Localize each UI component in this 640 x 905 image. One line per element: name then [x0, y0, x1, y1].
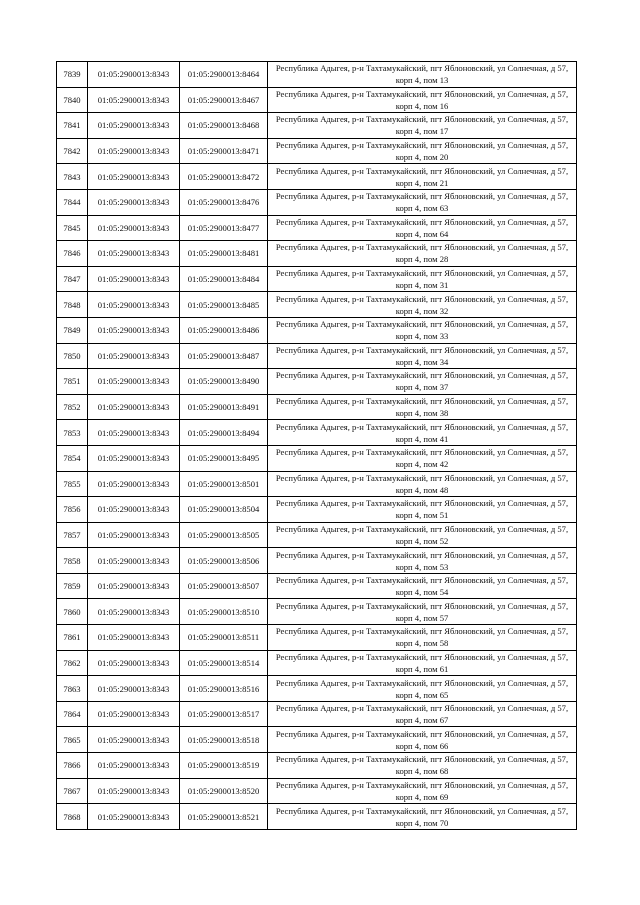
table-row — [57, 394, 577, 420]
table-row — [57, 317, 577, 343]
unit-cadastral-number: 01:05:2900013:8490 — [180, 369, 268, 395]
address-cell: Республика Адыгея, р-н Тахтамукайский, пгт Яблоновский, ул Солнечная, д 57, корп 4, пом 68 — [268, 753, 577, 779]
parcel-cadastral-number: 01:05:2900013:8343 — [88, 138, 180, 164]
parcel-cadastral-number: 01:05:2900013:8343 — [88, 650, 180, 676]
address-cell: Республика Адыгея, р-н Тахтамукайский, пгт Яблоновский, ул Солнечная, д 57, корп 4, пом 61 — [268, 650, 577, 676]
table-row — [57, 804, 577, 830]
row-number: 7846 — [57, 241, 88, 267]
address-cell: Республика Адыгея, р-н Тахтамукайский, пгт Яблоновский, ул Солнечная, д 57, корп 4, пом 17 — [268, 113, 577, 139]
address-cell: Республика Адыгея, р-н Тахтамукайский, пгт Яблоновский, ул Солнечная, д 57, корп 4, пом 70 — [268, 804, 577, 830]
row-number: 7862 — [57, 650, 88, 676]
table-body — [57, 62, 577, 830]
row-number: 7845 — [57, 215, 88, 241]
unit-cadastral-number: 01:05:2900013:8484 — [180, 266, 268, 292]
table-row — [57, 266, 577, 292]
parcel-cadastral-number: 01:05:2900013:8343 — [88, 497, 180, 523]
table-row — [57, 113, 577, 139]
parcel-cadastral-number: 01:05:2900013:8343 — [88, 753, 180, 779]
unit-cadastral-number: 01:05:2900013:8495 — [180, 445, 268, 471]
row-number: 7848 — [57, 292, 88, 318]
parcel-cadastral-number: 01:05:2900013:8343 — [88, 420, 180, 446]
parcel-cadastral-number: 01:05:2900013:8343 — [88, 343, 180, 369]
parcel-cadastral-number: 01:05:2900013:8343 — [88, 778, 180, 804]
unit-cadastral-number: 01:05:2900013:8507 — [180, 573, 268, 599]
unit-cadastral-number: 01:05:2900013:8471 — [180, 138, 268, 164]
parcel-cadastral-number: 01:05:2900013:8343 — [88, 164, 180, 190]
address-cell: Республика Адыгея, р-н Тахтамукайский, пгт Яблоновский, ул Солнечная, д 57, корп 4, пом 37 — [268, 369, 577, 395]
parcel-cadastral-number: 01:05:2900013:8343 — [88, 625, 180, 651]
table-row — [57, 62, 577, 88]
table-row — [57, 522, 577, 548]
unit-cadastral-number: 01:05:2900013:8504 — [180, 497, 268, 523]
row-number: 7860 — [57, 599, 88, 625]
row-number: 7842 — [57, 138, 88, 164]
unit-cadastral-number: 01:05:2900013:8501 — [180, 471, 268, 497]
unit-cadastral-number: 01:05:2900013:8487 — [180, 343, 268, 369]
parcel-cadastral-number: 01:05:2900013:8343 — [88, 522, 180, 548]
row-number: 7854 — [57, 445, 88, 471]
table-row — [57, 650, 577, 676]
row-number: 7841 — [57, 113, 88, 139]
address-cell: Республика Адыгея, р-н Тахтамукайский, пгт Яблоновский, ул Солнечная, д 57, корп 4, пом 33 — [268, 317, 577, 343]
table-row — [57, 778, 577, 804]
unit-cadastral-number: 01:05:2900013:8506 — [180, 548, 268, 574]
row-number: 7839 — [57, 62, 88, 88]
row-number: 7847 — [57, 266, 88, 292]
row-number: 7853 — [57, 420, 88, 446]
unit-cadastral-number: 01:05:2900013:8521 — [180, 804, 268, 830]
address-cell: Республика Адыгея, р-н Тахтамукайский, пгт Яблоновский, ул Солнечная, д 57, корп 4, пом 54 — [268, 573, 577, 599]
unit-cadastral-number: 01:05:2900013:8468 — [180, 113, 268, 139]
address-cell: Республика Адыгея, р-н Тахтамукайский, пгт Яблоновский, ул Солнечная, д 57, корп 4, пом 20 — [268, 138, 577, 164]
unit-cadastral-number: 01:05:2900013:8464 — [180, 62, 268, 88]
parcel-cadastral-number: 01:05:2900013:8343 — [88, 317, 180, 343]
address-cell: Республика Адыгея, р-н Тахтамукайский, пгт Яблоновский, ул Солнечная, д 57, корп 4, пом 48 — [268, 471, 577, 497]
row-number: 7866 — [57, 753, 88, 779]
row-number: 7861 — [57, 625, 88, 651]
unit-cadastral-number: 01:05:2900013:8485 — [180, 292, 268, 318]
table-row — [57, 215, 577, 241]
unit-cadastral-number: 01:05:2900013:8481 — [180, 241, 268, 267]
unit-cadastral-number: 01:05:2900013:8519 — [180, 753, 268, 779]
parcel-cadastral-number: 01:05:2900013:8343 — [88, 189, 180, 215]
address-cell: Республика Адыгея, р-н Тахтамукайский, пгт Яблоновский, ул Солнечная, д 57, корп 4, пом 31 — [268, 266, 577, 292]
parcel-cadastral-number: 01:05:2900013:8343 — [88, 394, 180, 420]
parcel-cadastral-number: 01:05:2900013:8343 — [88, 599, 180, 625]
property-table — [56, 61, 577, 830]
table-row — [57, 599, 577, 625]
parcel-cadastral-number: 01:05:2900013:8343 — [88, 445, 180, 471]
address-cell: Республика Адыгея, р-н Тахтамукайский, пгт Яблоновский, ул Солнечная, д 57, корп 4, пом 53 — [268, 548, 577, 574]
address-cell: Республика Адыгея, р-н Тахтамукайский, пгт Яблоновский, ул Солнечная, д 57, корп 4, пом 58 — [268, 625, 577, 651]
unit-cadastral-number: 01:05:2900013:8516 — [180, 676, 268, 702]
table-row — [57, 753, 577, 779]
unit-cadastral-number: 01:05:2900013:8491 — [180, 394, 268, 420]
row-number: 7840 — [57, 87, 88, 113]
table-row — [57, 625, 577, 651]
address-cell: Республика Адыгея, р-н Тахтамукайский, пгт Яблоновский, ул Солнечная, д 57, корп 4, пом 41 — [268, 420, 577, 446]
address-cell: Республика Адыгея, р-н Тахтамукайский, пгт Яблоновский, ул Солнечная, д 57, корп 4, пом 13 — [268, 62, 577, 88]
parcel-cadastral-number: 01:05:2900013:8343 — [88, 471, 180, 497]
parcel-cadastral-number: 01:05:2900013:8343 — [88, 369, 180, 395]
unit-cadastral-number: 01:05:2900013:8520 — [180, 778, 268, 804]
row-number: 7864 — [57, 701, 88, 727]
table-row — [57, 676, 577, 702]
table-row — [57, 292, 577, 318]
unit-cadastral-number: 01:05:2900013:8510 — [180, 599, 268, 625]
table-row — [57, 241, 577, 267]
row-number: 7858 — [57, 548, 88, 574]
unit-cadastral-number: 01:05:2900013:8511 — [180, 625, 268, 651]
table-row — [57, 548, 577, 574]
parcel-cadastral-number: 01:05:2900013:8343 — [88, 727, 180, 753]
address-cell: Республика Адыгея, р-н Тахтамукайский, пгт Яблоновский, ул Солнечная, д 57, корп 4, пом 64 — [268, 215, 577, 241]
parcel-cadastral-number: 01:05:2900013:8343 — [88, 701, 180, 727]
row-number: 7852 — [57, 394, 88, 420]
address-cell: Республика Адыгея, р-н Тахтамукайский, пгт Яблоновский, ул Солнечная, д 57, корп 4, пом 51 — [268, 497, 577, 523]
table-row — [57, 471, 577, 497]
row-number: 7844 — [57, 189, 88, 215]
unit-cadastral-number: 01:05:2900013:8467 — [180, 87, 268, 113]
row-number: 7863 — [57, 676, 88, 702]
unit-cadastral-number: 01:05:2900013:8486 — [180, 317, 268, 343]
table-row — [57, 164, 577, 190]
unit-cadastral-number: 01:05:2900013:8472 — [180, 164, 268, 190]
address-cell: Республика Адыгея, р-н Тахтамукайский, пгт Яблоновский, ул Солнечная, д 57, корп 4, пом 42 — [268, 445, 577, 471]
address-cell: Республика Адыгея, р-н Тахтамукайский, пгт Яблоновский, ул Солнечная, д 57, корп 4, пом 65 — [268, 676, 577, 702]
address-cell: Республика Адыгея, р-н Тахтамукайский, пгт Яблоновский, ул Солнечная, д 57, корп 4, пом 38 — [268, 394, 577, 420]
address-cell: Республика Адыгея, р-н Тахтамукайский, пгт Яблоновский, ул Солнечная, д 57, корп 4, пом 67 — [268, 701, 577, 727]
row-number: 7868 — [57, 804, 88, 830]
row-number: 7855 — [57, 471, 88, 497]
table-row — [57, 420, 577, 446]
parcel-cadastral-number: 01:05:2900013:8343 — [88, 548, 180, 574]
table-row — [57, 87, 577, 113]
row-number: 7857 — [57, 522, 88, 548]
address-cell: Республика Адыгея, р-н Тахтамукайский, пгт Яблоновский, ул Солнечная, д 57, корп 4, пом 28 — [268, 241, 577, 267]
table-row — [57, 573, 577, 599]
parcel-cadastral-number: 01:05:2900013:8343 — [88, 215, 180, 241]
row-number: 7867 — [57, 778, 88, 804]
unit-cadastral-number: 01:05:2900013:8518 — [180, 727, 268, 753]
table-row — [57, 189, 577, 215]
parcel-cadastral-number: 01:05:2900013:8343 — [88, 241, 180, 267]
table-row — [57, 445, 577, 471]
address-cell: Республика Адыгея, р-н Тахтамукайский, пгт Яблоновский, ул Солнечная, д 57, корп 4, пом 57 — [268, 599, 577, 625]
row-number: 7850 — [57, 343, 88, 369]
table-row — [57, 369, 577, 395]
address-cell: Республика Адыгея, р-н Тахтамукайский, пгт Яблоновский, ул Солнечная, д 57, корп 4, пом 69 — [268, 778, 577, 804]
address-cell: Республика Адыгея, р-н Тахтамукайский, пгт Яблоновский, ул Солнечная, д 57, корп 4, пом 52 — [268, 522, 577, 548]
unit-cadastral-number: 01:05:2900013:8505 — [180, 522, 268, 548]
parcel-cadastral-number: 01:05:2900013:8343 — [88, 292, 180, 318]
unit-cadastral-number: 01:05:2900013:8477 — [180, 215, 268, 241]
parcel-cadastral-number: 01:05:2900013:8343 — [88, 573, 180, 599]
table-row — [57, 701, 577, 727]
parcel-cadastral-number: 01:05:2900013:8343 — [88, 266, 180, 292]
table-row — [57, 727, 577, 753]
address-cell: Республика Адыгея, р-н Тахтамукайский, пгт Яблоновский, ул Солнечная, д 57, корп 4, пом 63 — [268, 189, 577, 215]
address-cell: Республика Адыгея, р-н Тахтамукайский, пгт Яблоновский, ул Солнечная, д 57, корп 4, пом 21 — [268, 164, 577, 190]
address-cell: Республика Адыгея, р-н Тахтамукайский, пгт Яблоновский, ул Солнечная, д 57, корп 4, пом 34 — [268, 343, 577, 369]
parcel-cadastral-number: 01:05:2900013:8343 — [88, 113, 180, 139]
parcel-cadastral-number: 01:05:2900013:8343 — [88, 676, 180, 702]
table-row — [57, 138, 577, 164]
table-row — [57, 343, 577, 369]
row-number: 7843 — [57, 164, 88, 190]
row-number: 7859 — [57, 573, 88, 599]
unit-cadastral-number: 01:05:2900013:8476 — [180, 189, 268, 215]
unit-cadastral-number: 01:05:2900013:8514 — [180, 650, 268, 676]
unit-cadastral-number: 01:05:2900013:8494 — [180, 420, 268, 446]
address-cell: Республика Адыгея, р-н Тахтамукайский, пгт Яблоновский, ул Солнечная, д 57, корп 4, пом 16 — [268, 87, 577, 113]
row-number: 7849 — [57, 317, 88, 343]
unit-cadastral-number: 01:05:2900013:8517 — [180, 701, 268, 727]
parcel-cadastral-number: 01:05:2900013:8343 — [88, 87, 180, 113]
row-number: 7851 — [57, 369, 88, 395]
row-number: 7856 — [57, 497, 88, 523]
parcel-cadastral-number: 01:05:2900013:8343 — [88, 62, 180, 88]
row-number: 7865 — [57, 727, 88, 753]
address-cell: Республика Адыгея, р-н Тахтамукайский, пгт Яблоновский, ул Солнечная, д 57, корп 4, пом 32 — [268, 292, 577, 318]
table-row — [57, 497, 577, 523]
address-cell: Республика Адыгея, р-н Тахтамукайский, пгт Яблоновский, ул Солнечная, д 57, корп 4, пом 66 — [268, 727, 577, 753]
parcel-cadastral-number: 01:05:2900013:8343 — [88, 804, 180, 830]
